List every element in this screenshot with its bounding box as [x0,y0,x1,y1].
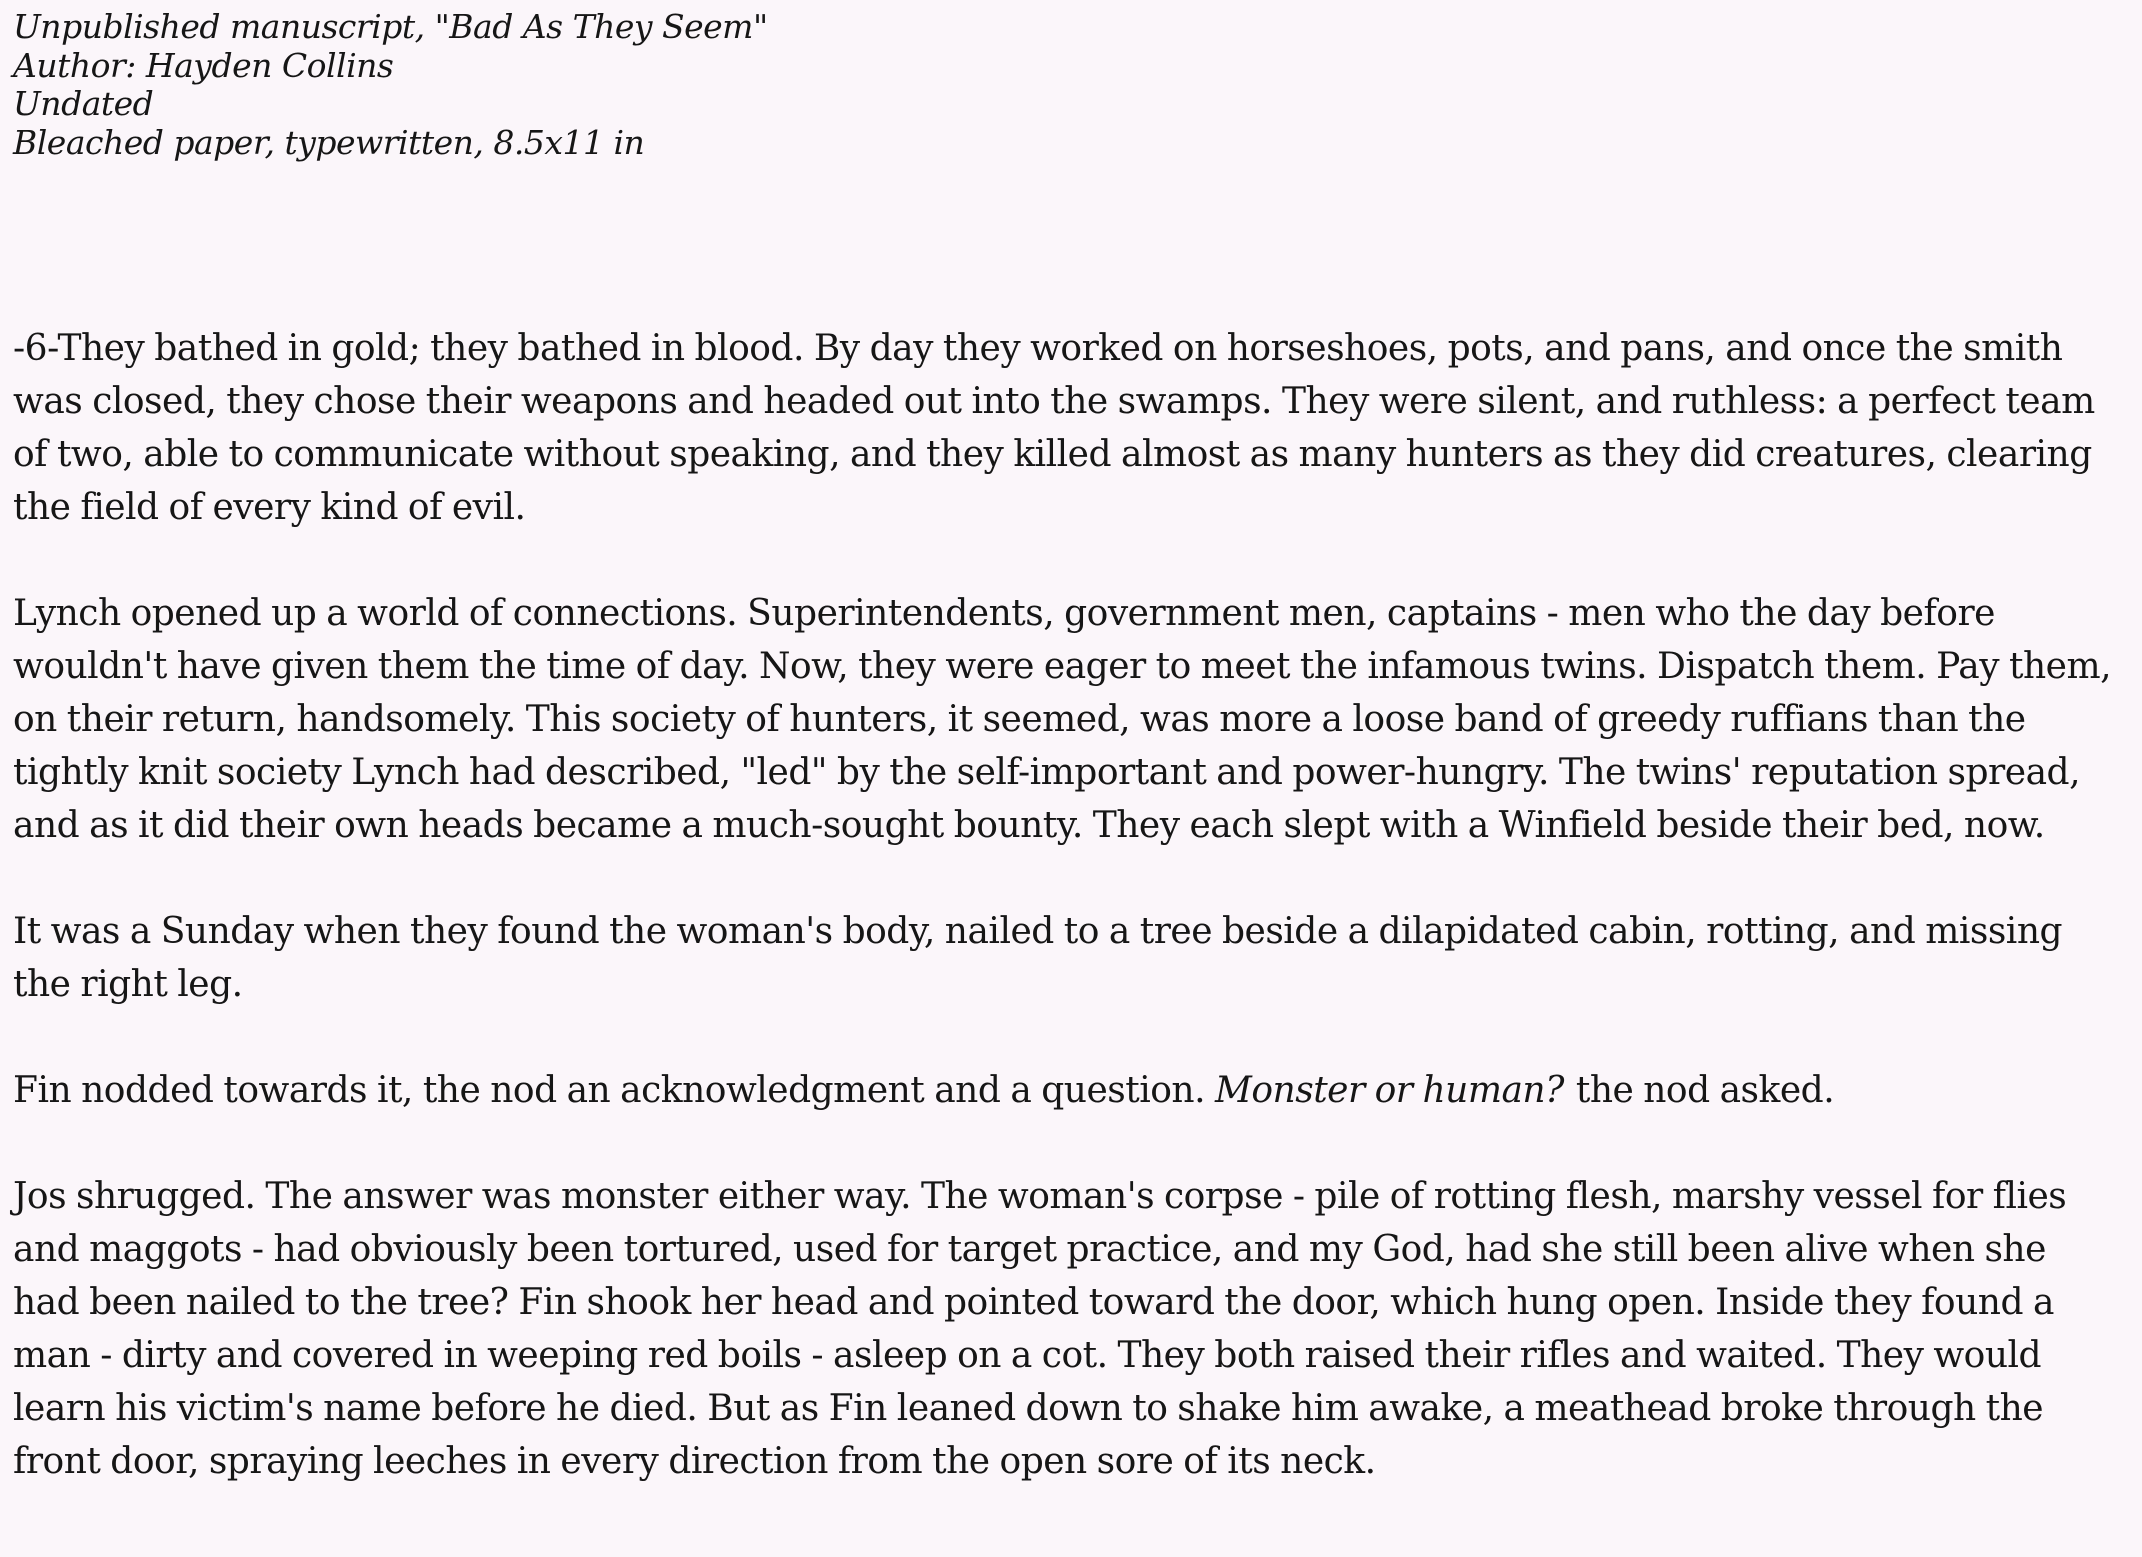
manuscript-title: Unpublished manuscript, "Bad As They Seem" [13,7,768,46]
text-segment: the nod asked. [1565,1070,1835,1111]
text-segment: Fin nodded towards it, the nod an acknowledgment and a question. [13,1070,1215,1111]
text-segment: Lynch opened up a world of connections. Superintendents, government men, captains - men who the day before wouldn't have given them the time of day. Now, they were eager to meet the infamous twins. Dispatch them. Pay them, on their return, handsomely. This society of hunters, it seemed, was more a loose band of greedy ruffians than the tightly knit society Lynch had described, "led" by the self-important and power-hungry. The twins' reputation spread, and as it did their own heads became a much-sought bounty. They each slept with a Winfield beside their bed, now. [13,593,2112,846]
manuscript-paragraph [13,1064,2120,1117]
manuscript-medium: Bleached paper, typewritten, 8.5x11 in [13,122,645,162]
manuscript-paragraph [13,322,2120,534]
text-segment: It was a Sunday when they found the woman's body, nailed to a tree beside a dilapidated cabin, rotting, and missing the right leg. [13,911,2063,1005]
italic-text-segment: Monster or human? [1215,1070,1564,1111]
text-segment: -6-They bathed in gold; they bathed in blood. By day they worked on horseshoes, pots, and pans, and once the smith was closed, they chose their weapons and headed out into the swamps. They were silent, and ruthless: a perfect team of two, able to communicate without speaking, and they killed almost as many hunters as they did creatures, clearing the field of every kind of evil. [13,328,2095,528]
manuscript-date: Undated [13,84,154,123]
manuscript-author: Author: Hayden Collins [13,45,394,85]
manuscript-paragraph [13,587,2120,852]
manuscript-paragraph [13,905,2120,1011]
manuscript-paragraph [13,1170,2120,1488]
catalog-header [13,8,2120,162]
text-segment: Jos shrugged. The answer was monster either way. The woman's corpse - pile of rotting flesh, marshy vessel for flies and maggots - had obviously been tortured, used for target practice, and my God, had she still been alive when she had been nailed to the tree? Fin shook her head and pointed toward the door, which hung open. Inside they found a man - dirty and covered in weeping red boils - asleep on a cot. They both raised their rifles and waited. They would learn his victim's name before he died. But as Fin leaned down to shake him awake, a meathead broke through the front door, spraying leeches in every direction from the open sore of its neck. [13,1176,2067,1482]
manuscript-body [13,322,2120,1488]
